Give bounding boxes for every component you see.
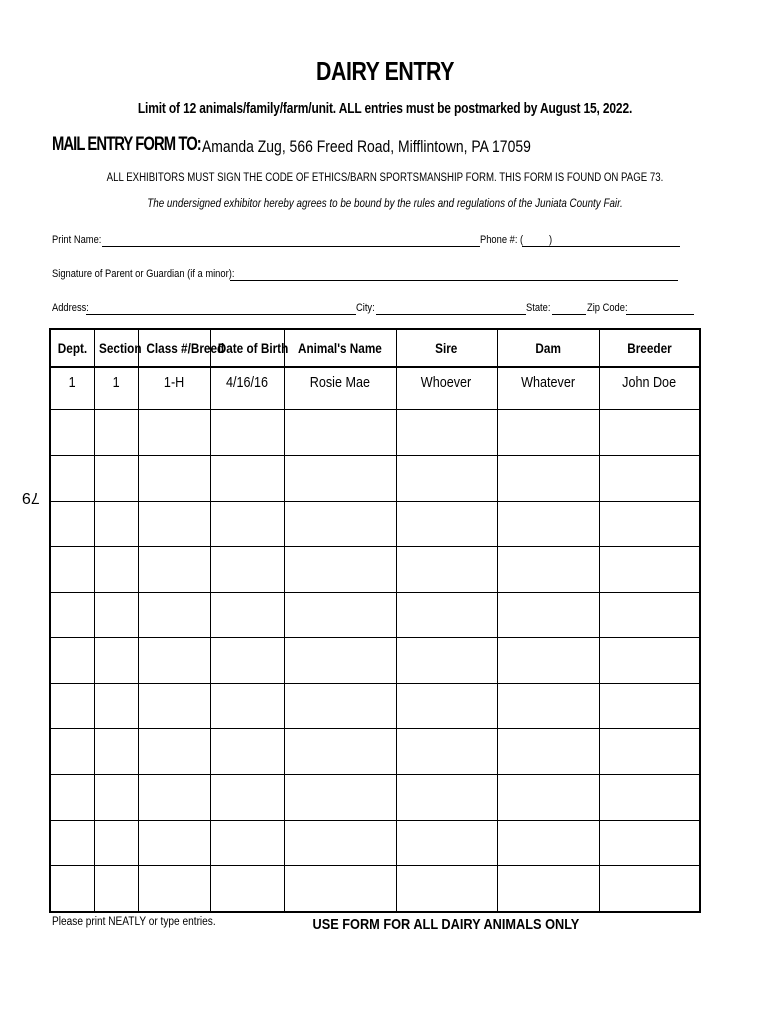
- mail-entry-label: MAIL ENTRY FORM TO:: [52, 134, 201, 155]
- table-cell[interactable]: [396, 683, 497, 729]
- table-cell[interactable]: [497, 638, 599, 684]
- table-cell[interactable]: [599, 638, 700, 684]
- city-field[interactable]: [376, 314, 526, 315]
- table-row: [50, 775, 700, 821]
- table-cell[interactable]: [599, 410, 700, 456]
- dairy-only-note: USE FORM FOR ALL DAIRY ANIMALS ONLY: [312, 916, 580, 933]
- page-title: DAIRY ENTRY: [315, 56, 455, 86]
- table-cell[interactable]: [396, 410, 497, 456]
- table-cell[interactable]: [396, 866, 497, 912]
- phone-field[interactable]: [522, 246, 680, 247]
- col-header-breeder: Breeder: [599, 329, 700, 367]
- print-name-row: [52, 234, 682, 252]
- table-cell[interactable]: [284, 775, 396, 821]
- state-label: State:: [526, 302, 551, 314]
- table-body: [50, 367, 700, 912]
- table-cell[interactable]: [284, 820, 396, 866]
- table-cell[interactable]: [210, 547, 284, 593]
- col-header-section: Section: [94, 329, 138, 367]
- table-cell[interactable]: [284, 592, 396, 638]
- table-cell[interactable]: [94, 866, 138, 912]
- col-header-class-breed: Class #/Breed: [138, 329, 210, 367]
- table-cell[interactable]: [396, 547, 497, 593]
- table-row: [50, 683, 700, 729]
- table-cell[interactable]: [138, 866, 210, 912]
- table-cell[interactable]: [497, 866, 599, 912]
- table-cell[interactable]: [284, 410, 396, 456]
- table-cell[interactable]: [284, 866, 396, 912]
- page-number: 79: [22, 489, 40, 506]
- table-cell[interactable]: [138, 638, 210, 684]
- city-label: City:: [356, 302, 375, 314]
- state-field[interactable]: [552, 314, 586, 315]
- table-cell[interactable]: [50, 683, 94, 729]
- entry-table: [49, 328, 701, 913]
- table-cell[interactable]: [284, 456, 396, 502]
- table-cell[interactable]: [50, 501, 94, 547]
- table-row: [50, 820, 700, 866]
- zip-label: Zip Code:: [587, 302, 628, 314]
- table-cell[interactable]: [210, 456, 284, 502]
- table-cell[interactable]: [497, 410, 599, 456]
- table-cell[interactable]: [94, 729, 138, 775]
- table-cell[interactable]: [599, 592, 700, 638]
- col-header-date-of-birth: Date of Birth: [210, 329, 284, 367]
- table-cell[interactable]: Rosie Mae: [284, 367, 396, 410]
- table-cell[interactable]: [138, 456, 210, 502]
- mail-address: Amanda Zug, 566 Freed Road, Mifflintown, PA 17059: [202, 137, 531, 156]
- table-cell[interactable]: Whatever: [497, 367, 599, 410]
- table-cell[interactable]: [497, 592, 599, 638]
- table-cell[interactable]: [50, 592, 94, 638]
- table-cell[interactable]: [396, 456, 497, 502]
- table-cell[interactable]: [50, 820, 94, 866]
- table-cell[interactable]: [210, 592, 284, 638]
- table-cell[interactable]: [497, 729, 599, 775]
- table-row: [50, 638, 700, 684]
- table-header-row: [50, 329, 700, 367]
- table-cell[interactable]: [138, 501, 210, 547]
- table-cell[interactable]: [210, 683, 284, 729]
- table-row: [50, 410, 700, 456]
- table-cell[interactable]: 4/16/16: [210, 367, 284, 410]
- table-cell[interactable]: 1: [50, 367, 94, 410]
- agreement-statement: The undersigned exhibitor hereby agrees to be bound by the rules and regulations of the Juniata County Fair.: [147, 196, 623, 210]
- table-cell[interactable]: [284, 501, 396, 547]
- ethics-notice: ALL EXHIBITORS MUST SIGN THE CODE OF ETHICS/BARN SPORTSMANSHIP FORM. THIS FORM IS FOUND ON PAGE 73.: [106, 172, 664, 184]
- col-header-dam: Dam: [497, 329, 599, 367]
- table-cell[interactable]: [396, 638, 497, 684]
- table-cell[interactable]: [50, 729, 94, 775]
- entry-limit-subtitle: Limit of 12 animals/family/farm/unit. ALL entries must be postmarked by August 15, 2022.: [137, 100, 633, 117]
- table-cell[interactable]: [599, 501, 700, 547]
- phone-close-paren: ): [549, 234, 553, 246]
- table-cell[interactable]: [210, 775, 284, 821]
- table-cell[interactable]: [497, 547, 599, 593]
- table-row: [50, 456, 700, 502]
- table-cell[interactable]: [50, 547, 94, 593]
- table-cell[interactable]: [599, 775, 700, 821]
- address-field[interactable]: [86, 314, 356, 315]
- table-cell[interactable]: [94, 775, 138, 821]
- table-cell[interactable]: [210, 866, 284, 912]
- table-cell[interactable]: [599, 866, 700, 912]
- print-name-field[interactable]: [102, 246, 480, 247]
- print-neatly-note: Please print NEATLY or type entries.: [52, 916, 216, 928]
- table-cell[interactable]: [284, 683, 396, 729]
- table-cell[interactable]: [94, 820, 138, 866]
- table-row: [50, 592, 700, 638]
- table-cell[interactable]: [599, 820, 700, 866]
- address-row: [52, 302, 697, 320]
- table-cell[interactable]: [94, 501, 138, 547]
- table-cell[interactable]: [396, 729, 497, 775]
- table-cell[interactable]: [396, 592, 497, 638]
- table-cell[interactable]: [396, 775, 497, 821]
- col-header-sire: Sire: [396, 329, 497, 367]
- table-row: [50, 501, 700, 547]
- print-name-label: Print Name:: [52, 234, 102, 246]
- signature-label: Signature of Parent or Guardian (if a minor):: [52, 268, 235, 280]
- table-cell[interactable]: [50, 638, 94, 684]
- address-label: Address:: [52, 302, 89, 314]
- table-cell[interactable]: 1-H: [138, 367, 210, 410]
- table-cell[interactable]: [94, 456, 138, 502]
- mail-to-row: [52, 134, 702, 160]
- zip-field[interactable]: [626, 314, 694, 315]
- table-cell[interactable]: Whoever: [396, 367, 497, 410]
- table-cell[interactable]: [138, 592, 210, 638]
- table-cell[interactable]: John Doe: [599, 367, 700, 410]
- table-cell[interactable]: [210, 638, 284, 684]
- table-cell[interactable]: [138, 410, 210, 456]
- table-cell[interactable]: [94, 410, 138, 456]
- table-cell[interactable]: [50, 410, 94, 456]
- table-cell[interactable]: [210, 820, 284, 866]
- table-cell[interactable]: [396, 820, 497, 866]
- table-cell[interactable]: [210, 410, 284, 456]
- table-cell[interactable]: [138, 683, 210, 729]
- table-row: [50, 866, 700, 912]
- signature-field[interactable]: [230, 280, 678, 281]
- table-cell[interactable]: [599, 683, 700, 729]
- col-header-dept: Dept.: [50, 329, 94, 367]
- table-row: [50, 367, 700, 410]
- table-cell[interactable]: [284, 547, 396, 593]
- table-cell[interactable]: [497, 775, 599, 821]
- table-cell[interactable]: [599, 729, 700, 775]
- table-cell[interactable]: [138, 547, 210, 593]
- phone-label: Phone #: (: [480, 234, 524, 246]
- col-header-animal-name: Animal's Name: [284, 329, 396, 367]
- table-cell[interactable]: [497, 820, 599, 866]
- table-cell[interactable]: [210, 729, 284, 775]
- table-cell[interactable]: [50, 456, 94, 502]
- table-cell[interactable]: [94, 683, 138, 729]
- table-cell[interactable]: 1: [94, 367, 138, 410]
- table-cell[interactable]: [138, 820, 210, 866]
- table-cell[interactable]: [599, 456, 700, 502]
- table-cell[interactable]: [497, 456, 599, 502]
- table-cell[interactable]: [94, 547, 138, 593]
- table-cell[interactable]: [210, 501, 284, 547]
- table-cell[interactable]: [94, 592, 138, 638]
- table-row: [50, 547, 700, 593]
- table-cell[interactable]: [396, 501, 497, 547]
- table-cell[interactable]: [284, 729, 396, 775]
- table-cell[interactable]: [138, 775, 210, 821]
- table-cell[interactable]: [497, 683, 599, 729]
- table-cell[interactable]: [50, 866, 94, 912]
- table-cell[interactable]: [50, 775, 94, 821]
- table-row: [50, 729, 700, 775]
- table-cell[interactable]: [94, 638, 138, 684]
- table-cell[interactable]: [138, 729, 210, 775]
- signature-row: [52, 268, 682, 286]
- table-cell[interactable]: [284, 638, 396, 684]
- table-cell[interactable]: [599, 547, 700, 593]
- table-cell[interactable]: [497, 501, 599, 547]
